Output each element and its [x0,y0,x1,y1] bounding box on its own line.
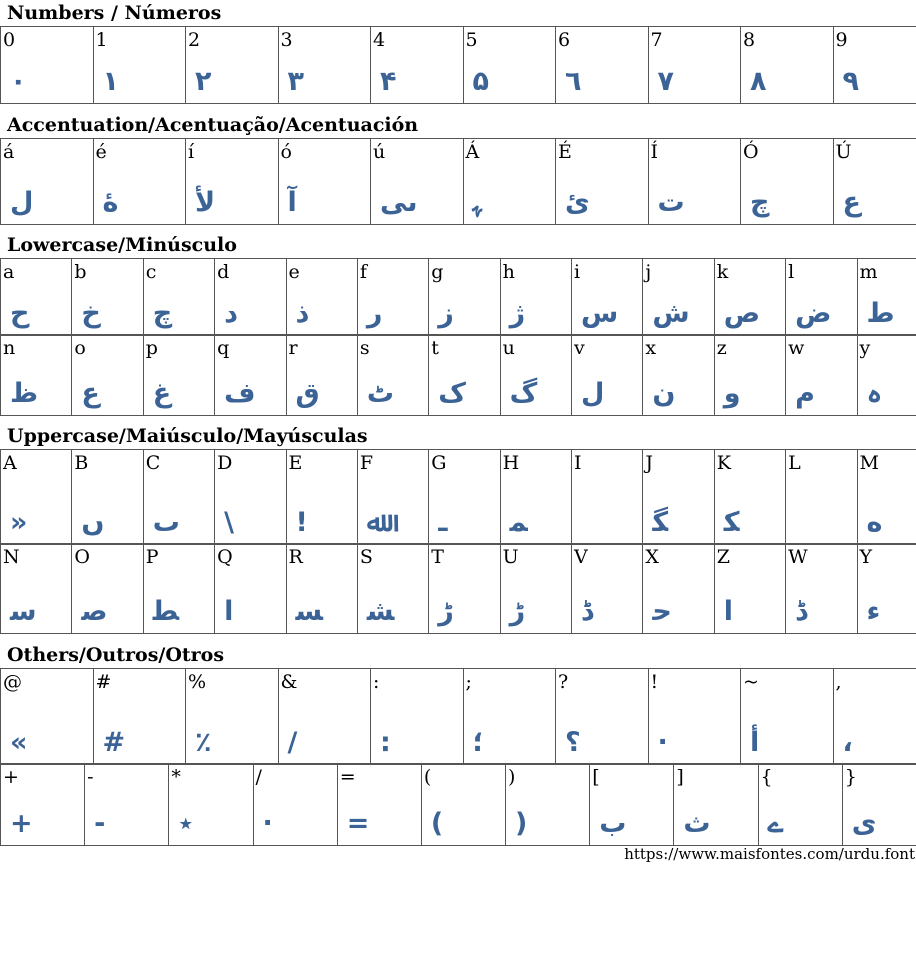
glyph-cell [215,450,286,545]
key-label: * [171,766,181,788]
glyph-cell [648,27,741,104]
glyph-cell [1,669,94,765]
glyph-sample: ﮩ [472,187,482,218]
glyph-sample: ض [795,298,832,329]
glyph-cell [371,27,464,104]
key-label: T [431,546,444,568]
glyph-sample: ہ [866,378,883,409]
key-label: x [645,337,657,359]
key-label: = [339,766,356,788]
glyph-cell [1,450,72,545]
glyph-cell [648,139,741,225]
glyph-sample: - [94,808,106,839]
key-label: & [280,671,298,693]
glyph-cell [572,544,643,634]
glyph-cell [714,450,785,545]
glyph-sample: ت [657,187,685,218]
glyph-sample: ﺸ [366,596,395,627]
glyph-cell [286,450,357,545]
glyph-cell [429,335,500,416]
glyph-sample: ئ [565,187,590,218]
glyph-table [0,26,916,104]
key-label: J [645,452,653,474]
source-url: https://www.maisfontes.com/urdu.font [624,845,915,863]
glyph-row [1,450,916,545]
glyph-sample: ز [438,298,454,329]
glyph-sample: چ [152,298,173,329]
glyph-sample: ﺴ [295,596,323,627]
key-label: 5 [465,29,478,51]
glyph-sample: ٩ [842,66,859,97]
glyph-sample: ں [81,507,105,538]
glyph-cell [1,27,94,104]
key-label: b [74,261,87,283]
glyph-sample: ط [866,298,895,329]
glyph-cell [72,450,143,545]
glyph-sample: ۴ [380,66,397,97]
key-label: ! [650,671,659,693]
key-label: Ú [835,141,852,163]
key-label: { [760,766,773,788]
key-label: } [844,766,857,788]
glyph-cell [93,27,186,104]
glyph-sample: ﮕ [652,507,669,538]
key-label: o [74,337,86,359]
glyph-sample: ک [438,378,466,409]
glyph-row [1,27,916,104]
section-title: Others/Outros/Otros [7,644,225,666]
key-label: C [145,452,161,474]
glyph-sample: و [723,378,741,409]
key-label: 9 [835,29,848,51]
glyph-cell [286,259,357,336]
glyph-cell [857,335,916,416]
glyph-sample: ١ [102,66,119,97]
glyph-cell [714,544,785,634]
glyph-cell [463,139,556,225]
key-label: Z [716,546,730,568]
glyph-cell [143,335,214,416]
key-label: @ [3,671,22,693]
glyph-sample: ع [842,187,861,218]
glyph-sample: ل [10,187,34,218]
glyph-cell [186,669,279,765]
glyph-cell [357,335,428,416]
glyph-cell [590,764,674,846]
glyph-cell [556,139,649,225]
glyph-cell [1,139,94,225]
section-title: Accentuation/Acentuação/Acentuación [7,114,419,136]
glyph-cell [643,450,714,545]
glyph-cell [357,450,428,545]
glyph-cell [93,669,186,765]
glyph-sample: ع [81,378,100,409]
key-label: D [217,452,233,474]
glyph-cell [143,259,214,336]
key-label: ~ [743,671,759,693]
glyph-sample: ﷲ [366,507,383,538]
glyph-cell [643,259,714,336]
glyph-sample: · [262,808,273,839]
key-label: , [835,671,842,693]
key-label: F [359,452,374,474]
key-label: O [74,546,90,568]
glyph-sample: / [287,727,298,758]
glyph-sample: ه [866,507,883,538]
glyph-table [0,334,916,416]
key-label: U [502,546,519,568]
key-label: w [788,337,805,359]
glyph-cell [833,27,916,104]
glyph-cell [758,764,842,846]
key-label: 4 [373,29,386,51]
glyph-sample: ن [652,378,676,409]
key-label: R [288,546,303,568]
glyph-sample: ڑ [438,596,454,627]
glyph-table [0,258,916,336]
glyph-cell [786,544,857,634]
key-label: G [431,452,447,474]
key-label: M [859,452,879,474]
glyph-sample: ) [515,808,528,839]
glyph-sample: ، [842,727,853,758]
glyph-sample: # [102,727,126,758]
glyph-cell [786,335,857,416]
glyph-sample: ٨ [750,66,767,97]
section-title: Numbers / Números [7,2,222,24]
key-label: # [95,671,112,693]
key-label: a [3,261,15,283]
glyph-cell [857,544,916,634]
glyph-sample: ح [10,298,30,329]
glyph-cell [500,335,571,416]
key-label: g [431,261,444,283]
glyph-cell [169,764,253,846]
key-label: ; [465,671,472,693]
key-label: + [3,766,19,788]
glyph-cell [286,544,357,634]
key-label: Q [217,546,233,568]
glyph-sample: گ [509,378,538,409]
glyph-cell [253,764,337,846]
glyph-sample: ! [295,507,308,538]
glyph-cell [500,544,571,634]
glyph-row [1,764,916,846]
glyph-cell [72,544,143,634]
glyph-table [0,543,916,634]
key-label: e [288,261,300,283]
key-label: - [87,766,94,788]
glyph-sample: ۵ [472,66,489,97]
key-label: 0 [3,29,16,51]
glyph-sample: ٪ [195,727,212,758]
glyph-sample: ل [581,378,605,409]
glyph-row [1,669,916,765]
glyph-table [0,763,916,846]
key-label: P [145,546,159,568]
key-label: l [788,261,795,283]
key-label: r [288,337,298,359]
glyph-sample: ا [723,596,734,627]
glyph-sample: ے [767,808,784,839]
key-label: B [74,452,89,474]
key-label: y [859,337,871,359]
key-label: X [645,546,659,568]
glyph-cell [741,669,834,765]
glyph-sample: ﻤ [509,507,528,538]
glyph-cell [714,335,785,416]
key-label: 1 [95,29,108,51]
glyph-cell [463,27,556,104]
glyph-cell [674,764,758,846]
key-label: V [574,546,588,568]
glyph-cell [429,450,500,545]
glyph-sample: ٦ [565,66,582,97]
glyph-cell [857,450,916,545]
key-label: E [288,452,303,474]
glyph-sample: آ [287,187,297,218]
key-label: ú [373,141,386,163]
key-label: ó [280,141,292,163]
glyph-cell [429,259,500,336]
glyph-sample: ف [224,378,256,409]
glyph-sample: ذ [295,298,310,329]
glyph-cell [842,764,916,846]
key-label: j [645,261,652,283]
glyph-row [1,139,916,225]
key-label: q [217,337,230,359]
key-label: ] [676,766,684,788]
glyph-cell [714,259,785,336]
key-label: A [3,452,17,474]
glyph-cell [1,335,72,416]
glyph-sample: « [10,727,28,758]
key-label: k [716,261,729,283]
glyph-cell [278,27,371,104]
glyph-table [0,449,916,545]
glyph-sample: ٠ [10,66,27,97]
glyph-cell [741,27,834,104]
glyph-cell [572,259,643,336]
glyph-sample: » [10,507,28,538]
glyph-sample: ظ [10,378,39,409]
glyph-cell [215,544,286,634]
glyph-sample: ٮی [380,187,418,218]
key-label: W [788,546,808,568]
glyph-sample: ٢ [195,66,212,97]
glyph-sample: ء [866,596,881,627]
glyph-cell [215,335,286,416]
glyph-sample: ٮ [152,507,180,538]
key-label: m [859,261,878,283]
key-label: é [95,141,107,163]
glyph-sample: ﮑ [723,507,740,538]
glyph-cell [786,450,857,545]
glyph-sample: چ [750,187,770,218]
glyph-cell [72,259,143,336]
key-label: ( [423,766,432,788]
glyph-cell [643,544,714,634]
key-label: S [359,546,373,568]
glyph-table [0,138,916,225]
glyph-sample: ا [224,596,234,627]
glyph-sample: ی [851,808,877,839]
key-label: v [574,337,585,359]
glyph-cell [215,259,286,336]
glyph-cell [186,139,279,225]
key-label: Ó [743,141,759,163]
glyph-sample: ب [599,808,627,839]
glyph-row [1,259,916,336]
glyph-cell [556,669,649,765]
glyph-sample: · [657,727,668,758]
glyph-sample: ص [723,298,761,329]
glyph-sample: ( [430,808,444,839]
glyph-sample: ث [683,808,711,839]
glyph-cell [572,450,643,545]
glyph-cell [357,259,428,336]
key-label: 3 [280,29,293,51]
glyph-cell [186,27,279,104]
glyph-cell [643,335,714,416]
glyph-sample: ﺻ [81,596,108,627]
glyph-cell [337,764,421,846]
key-label: f [359,261,367,283]
glyph-sample: ٹ [366,378,395,409]
glyph-cell [429,544,500,634]
glyph-cell [1,544,72,634]
key-label: K [716,452,731,474]
glyph-cell [463,669,556,765]
key-label: I [574,452,582,474]
glyph-cell [648,669,741,765]
glyph-cell [857,259,916,336]
glyph-sample: ٭ [178,808,194,839]
glyph-cell [421,764,505,846]
key-label: c [145,261,157,283]
glyph-sample: ۷ [657,66,674,97]
key-label: ) [508,766,516,788]
key-label: i [574,261,581,283]
glyph-sample: غ [152,378,172,409]
glyph-sample: لأ [195,187,216,218]
glyph-cell [93,139,186,225]
glyph-cell [500,259,571,336]
key-label: H [502,452,520,474]
section-title: Lowercase/Minúsculo [7,234,237,256]
glyph-sample: ش [652,298,690,329]
glyph-cell [371,669,464,765]
glyph-sample: ۀ [102,187,119,218]
glyph-sample: ژ [509,298,526,329]
key-label: 7 [650,29,663,51]
glyph-cell [143,450,214,545]
glyph-cell [286,335,357,416]
glyph-sample: ؟ [565,727,581,758]
key-label: z [716,337,727,359]
key-label: í [188,141,195,163]
key-label: t [431,337,439,359]
key-label: n [3,337,16,359]
key-label: : [373,671,380,693]
key-label: h [502,261,515,283]
glyph-sample: ﺳ [10,596,37,627]
glyph-sample: + [10,808,33,839]
key-label: É [558,141,572,163]
glyph-cell [500,450,571,545]
glyph-sample: : [380,727,391,758]
key-label: [ [592,766,600,788]
glyph-sample: ﺣ [652,596,672,627]
key-label: Á [465,141,480,163]
glyph-sample: س [581,298,619,329]
glyph-sample: خ [81,298,101,329]
glyph-cell [786,259,857,336]
glyph-cell [85,764,169,846]
glyph-cell [357,544,428,634]
key-label: u [502,337,515,359]
glyph-row [1,544,916,634]
key-label: s [359,337,370,359]
key-label: N [3,546,20,568]
key-label: / [255,766,262,788]
key-label: d [217,261,230,283]
glyph-cell [278,669,371,765]
glyph-sample: ؛ [472,727,484,758]
glyph-cell [741,139,834,225]
glyph-cell [143,544,214,634]
key-label: Y [859,546,873,568]
glyph-sample: أ [750,727,760,758]
key-label: á [3,141,15,163]
glyph-sample: ڑ [509,596,526,627]
glyph-cell [1,259,72,336]
glyph-sample: \ [224,507,234,538]
glyph-sample: ڈ [581,596,594,627]
glyph-sample: ـ [438,507,448,538]
key-label: % [188,671,207,693]
glyph-cell [371,139,464,225]
glyph-cell [572,335,643,416]
key-label: 8 [743,29,756,51]
section-title: Uppercase/Maiúsculo/Mayúsculas [7,425,368,447]
glyph-cell [833,669,916,765]
glyph-cell [1,764,85,846]
key-label: p [145,337,158,359]
key-label: ? [558,671,569,693]
glyph-sample: ﻄ [152,596,180,627]
glyph-cell [72,335,143,416]
glyph-sample: ق [295,378,320,409]
glyph-cell [278,139,371,225]
glyph-sample: م [795,378,815,409]
glyph-sample: ٣ [287,66,304,97]
glyph-sample: = [346,808,370,839]
key-label: Í [650,141,659,163]
key-label: 6 [558,29,571,51]
glyph-cell [556,27,649,104]
glyph-sample: ر [366,298,383,329]
glyph-table [0,668,916,765]
glyph-row [1,335,916,416]
glyph-cell [506,764,590,846]
key-label: 2 [188,29,201,51]
glyph-cell [833,139,916,225]
glyph-sample: د [224,298,238,329]
key-label: L [788,452,801,474]
glyph-sample: ڈ [795,596,808,627]
